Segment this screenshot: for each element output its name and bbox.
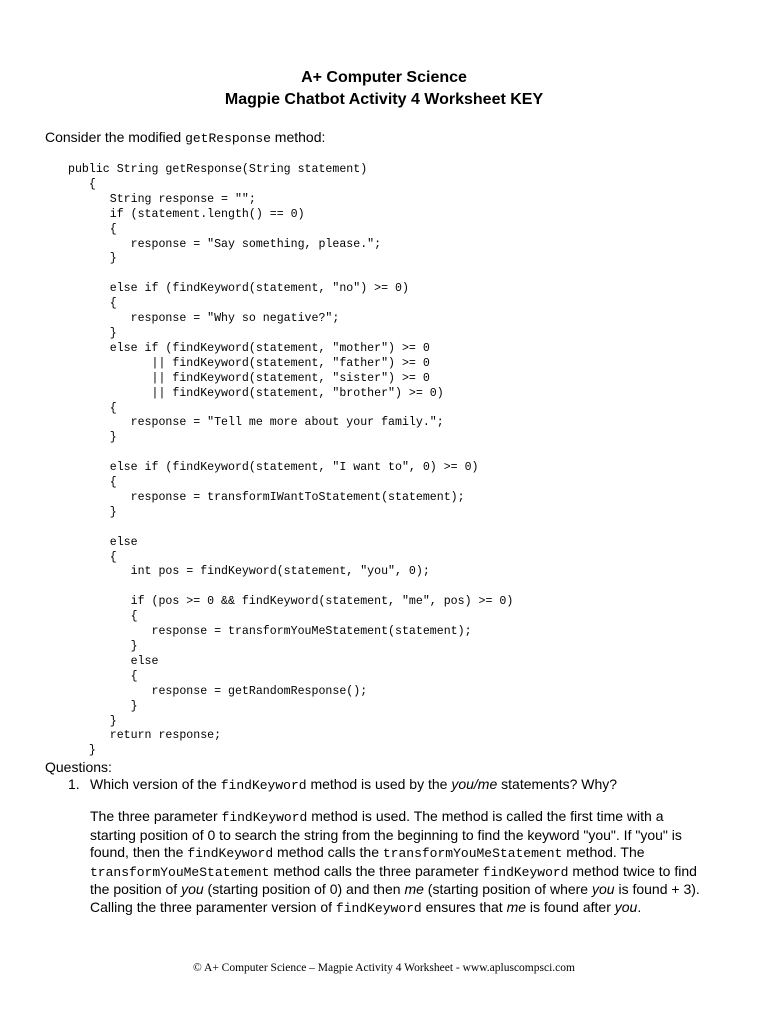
answer-text: (starting position of 0) and then	[203, 881, 405, 898]
answer-text: found, then the	[90, 844, 188, 861]
code-line: response = "Say something, please.";	[68, 237, 382, 251]
answer-text: starting position of 0 to search the string from the beginning to find the keyword "you". If "you" is	[90, 826, 682, 843]
code-line: }	[68, 699, 138, 713]
code-line: if (pos >= 0 && findKeyword(statement, "me", pos) >= 0)	[68, 595, 514, 609]
answer-line	[90, 827, 730, 845]
code-line: String response = "";	[68, 192, 256, 206]
code-line: {	[68, 669, 138, 683]
code-line: else if (findKeyword(statement, "mother") >= 0	[68, 341, 430, 355]
answer-text: The three parameter	[90, 808, 222, 824]
code-line: {	[68, 297, 117, 311]
code-line: }	[68, 505, 117, 519]
answer-text: the position of	[90, 881, 182, 898]
question-text	[90, 775, 617, 795]
code-line: if (statement.length() == 0)	[68, 207, 305, 221]
answer-text: Calling the three paramenter version of	[90, 898, 336, 915]
answer-text: method twice to find	[568, 862, 697, 879]
code-line: response = "Why so negative?";	[68, 312, 340, 326]
code-line: {	[68, 610, 138, 624]
code-line: return response;	[68, 729, 222, 743]
code-line: }	[68, 326, 117, 340]
code-line: else if (findKeyword(statement, "no") >= 0)	[68, 282, 409, 296]
code-line: else if (findKeyword(statement, "I want to", 0) >= 0)	[68, 461, 479, 475]
page-subtitle: Magpie Chatbot Activity 4 Worksheet KEY	[224, 91, 544, 108]
code-line: }	[68, 640, 138, 653]
page-title: A+ Computer Science	[301, 69, 467, 86]
code-line: response = transformIWantToStatement(statement);	[68, 490, 465, 504]
answer-code: findKeyword	[221, 810, 308, 825]
answer-emphasis: me	[506, 898, 527, 915]
questions-heading: Questions:	[45, 759, 112, 775]
code-line: }	[68, 744, 96, 758]
intro-prefix: Consider the modified	[45, 129, 186, 145]
code-line	[68, 446, 513, 461]
answer-text: (starting position of where	[423, 881, 592, 898]
answer-line	[90, 881, 730, 899]
answer-text: method. The	[562, 844, 645, 861]
answer-1	[90, 808, 730, 918]
answer-code: findKeyword	[187, 846, 274, 862]
answer-emphasis: you	[591, 881, 615, 898]
answer-text: is found after	[526, 898, 615, 915]
code-line: {	[68, 550, 117, 564]
code-line: else	[68, 654, 159, 668]
intro-suffix: method:	[270, 129, 326, 145]
code-line: int pos = findKeyword(statement, "you", 0);	[68, 565, 430, 579]
answer-text: method calls the	[273, 844, 383, 861]
question-emphasis: you/me	[451, 776, 498, 792]
answer-emphasis: you	[181, 881, 204, 898]
answer-text: .	[637, 898, 642, 915]
code-line: {	[68, 177, 96, 191]
answer-text: method is used. The method is called the first time with a	[307, 808, 664, 824]
answer-line	[90, 844, 730, 863]
code-line: }	[68, 431, 117, 445]
page-footer: © A+ Computer Science – Magpie Activity 4 Worksheet - www.apluscompsci.com	[193, 962, 575, 974]
code-line: response = getRandomResponse();	[68, 684, 368, 698]
code-line: || findKeyword(statement, "sister") >= 0	[68, 371, 430, 385]
answer-code: findKeyword	[482, 864, 569, 880]
intro-method-name: getResponse	[185, 131, 271, 146]
answer-code: transformYouMeStatement	[90, 864, 270, 880]
code-block	[68, 163, 513, 759]
code-line: else	[68, 535, 138, 549]
answer-text: ensures that	[421, 898, 507, 915]
answer-text: is found + 3).	[614, 881, 700, 898]
intro-text	[45, 127, 325, 149]
answer-emphasis: you	[614, 898, 638, 915]
code-line: {	[68, 222, 117, 236]
code-line: }	[68, 714, 117, 728]
question-text-part: Which version of the	[90, 776, 221, 792]
code-line: || findKeyword(statement, "brother") >= 0)	[68, 386, 444, 400]
answer-emphasis: me	[404, 881, 424, 898]
code-line	[68, 580, 513, 595]
question-text-part: method is used by the	[306, 776, 452, 792]
code-line: response = "Tell me more about your family.";	[68, 416, 444, 430]
question-text-part: statements? Why?	[497, 776, 618, 792]
question-code: findKeyword	[220, 778, 307, 793]
code-line: public String getResponse(String statement)	[68, 163, 368, 176]
answer-line	[90, 863, 730, 882]
answer-text: method calls the three parameter	[269, 862, 483, 879]
answer-line	[90, 808, 730, 827]
code-line: response = transformYouMeStatement(statement);	[68, 625, 472, 639]
code-line	[68, 521, 513, 536]
code-line	[68, 267, 513, 282]
code-line: }	[68, 252, 117, 266]
answer-code: findKeyword	[335, 900, 422, 916]
answer-code: transformYouMeStatement	[382, 846, 563, 862]
code-line: {	[68, 401, 117, 415]
code-line: || findKeyword(statement, "father") >= 0	[68, 356, 430, 370]
question-number: 1.	[68, 776, 80, 792]
code-line: {	[68, 476, 117, 490]
answer-line	[90, 899, 730, 918]
